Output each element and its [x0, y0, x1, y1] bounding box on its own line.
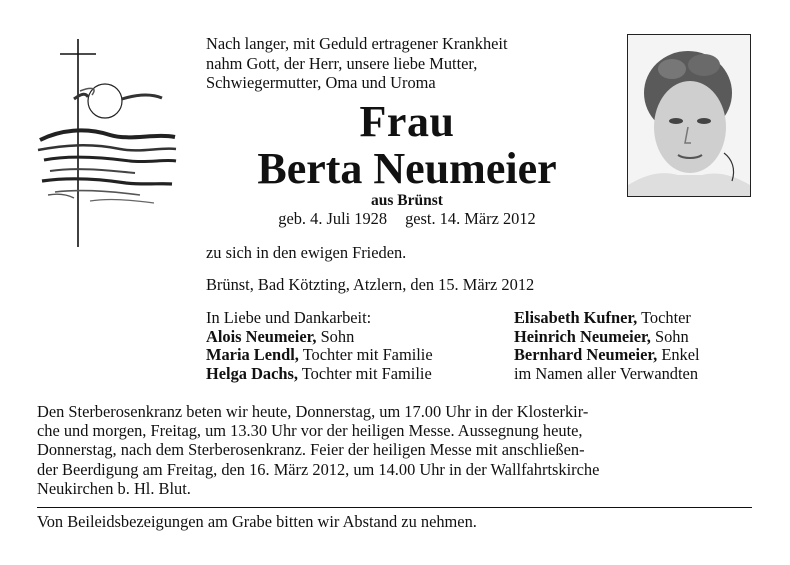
- mourner-row: Maria Lendl, Tochter mit Familie: [206, 345, 433, 365]
- mourner-row: Alois Neumeier, Sohn: [206, 326, 355, 346]
- service-line: der Beerdigung am Freitag, den 16. März 2012, um 14.00 Uhr in der Wallfahrtskirche: [37, 459, 600, 479]
- intro-line: Schwiegermutter, Oma und Uroma: [206, 73, 436, 92]
- mourner-row: In Liebe und Dankarbeit:: [206, 308, 372, 327]
- divider: [37, 507, 752, 508]
- service-line: Den Sterberosenkranz beten wir heute, Donnerstag, um 17.00 Uhr in der Klosterkir-: [37, 402, 589, 421]
- intro-line: Nach langer, mit Geduld ertragener Krankheit: [206, 34, 508, 53]
- mourners-left-column: [206, 309, 433, 383]
- portrait-photo: [627, 34, 751, 197]
- death-date: gest. 14. März 2012: [405, 209, 536, 228]
- mourners-right-column: [514, 309, 700, 383]
- place-date: Brünst, Bad Kötzting, Atzlern, den 15. März 2012: [206, 275, 535, 294]
- mourner-row: Heinrich Neumeier, Sohn: [514, 326, 689, 346]
- peace-text: zu sich in den ewigen Frieden.: [206, 243, 407, 262]
- service-line: che und morgen, Freitag, um 13.30 Uhr vor der heiligen Messe. Aussegnung heute,: [37, 421, 583, 441]
- cross-with-moon-landscape-icon: [30, 35, 180, 250]
- salutation: Frau: [359, 97, 455, 146]
- mourner-row: Bernhard Neumeier, Enkel: [514, 345, 700, 365]
- mourner-row: Elisabeth Kufner, Tochter: [514, 308, 691, 327]
- service-line: Neukirchen b. Hl. Blut.: [37, 478, 191, 498]
- portrait-icon: [628, 35, 750, 196]
- deceased-name: Berta Neumeier: [257, 144, 557, 193]
- birth-date: geb. 4. Juli 1928: [278, 209, 388, 228]
- service-information: [37, 402, 752, 498]
- life-dates: [206, 209, 608, 229]
- origin: aus Brünst: [371, 192, 443, 209]
- service-line: Donnerstag, nach dem Sterberosenkranz. Feier der heiligen Messe mit anschließen-: [37, 440, 585, 460]
- mourner-row: im Namen aller Verwandten: [514, 363, 699, 383]
- mourner-row: Helga Dachs, Tochter mit Familie: [206, 363, 432, 383]
- intro-line: nahm Gott, der Herr, unsere liebe Mutter,: [206, 53, 478, 73]
- intro-text: [206, 34, 608, 93]
- closing-note: Von Beileidsbezeigungen am Grabe bitten wir Abstand zu nehmen.: [37, 512, 477, 531]
